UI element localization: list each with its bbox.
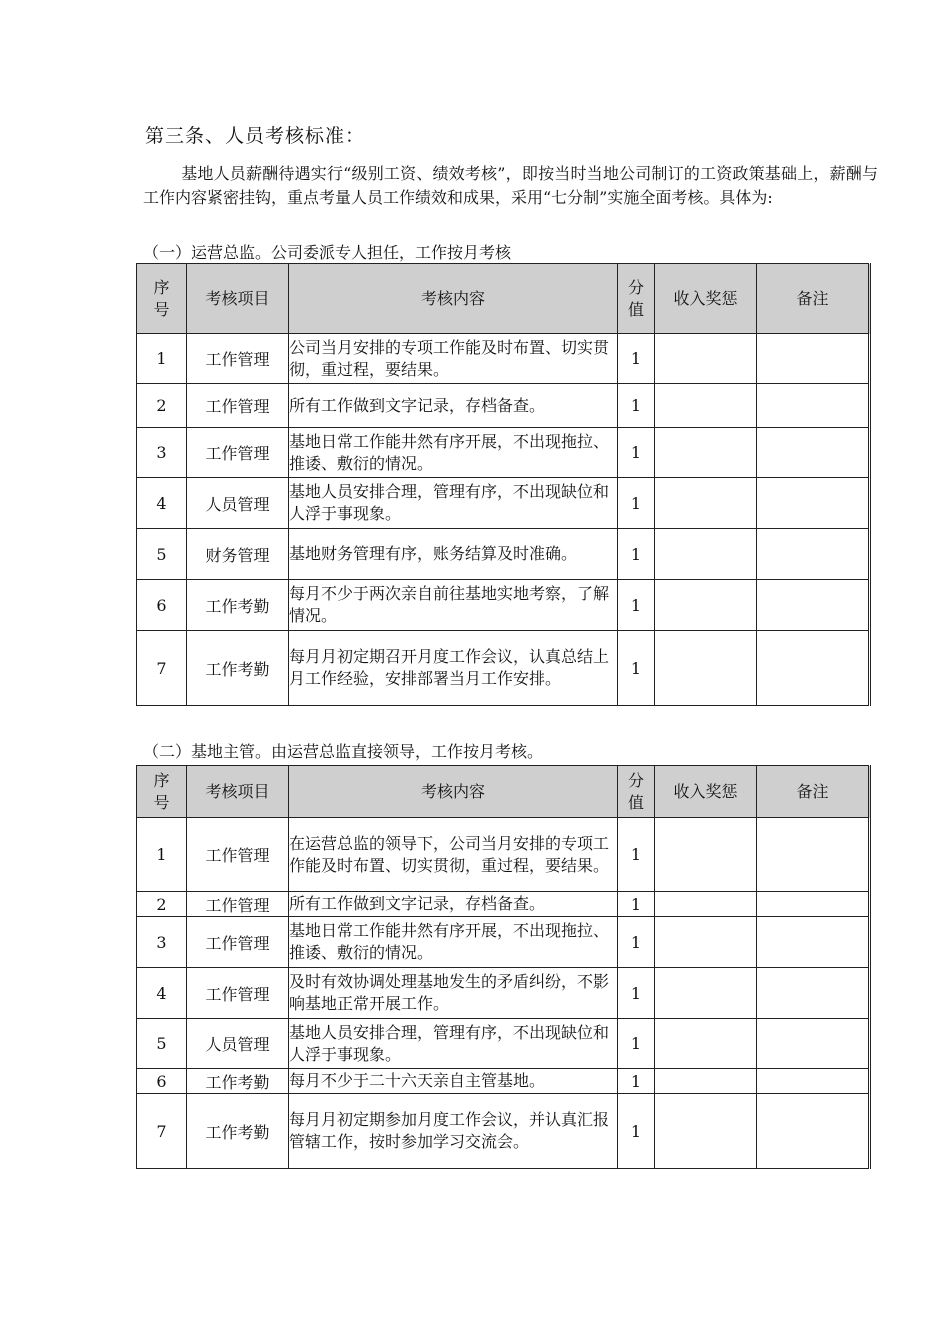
row-content: 在运营总监的领导下，公司当月安排的专项工作能及时布置、切实贯彻，重过程，要结果。: [289, 818, 618, 892]
table-row: [137, 892, 870, 917]
col-content-header: 考核内容: [289, 264, 618, 334]
table-row: [137, 1069, 870, 1094]
row-reward-cell: [655, 892, 757, 917]
table-row: [137, 334, 870, 384]
row-score: 1: [618, 580, 655, 631]
row-reward-cell: [655, 818, 757, 892]
article-heading: 第三条、人员考核标准：: [145, 125, 366, 147]
row-item: 工作管理: [187, 892, 289, 917]
row-reward-cell: [655, 428, 757, 478]
row-content: 每月月初定期参加月度工作会议，并认真汇报管辖工作，按时参加学习交流会。: [289, 1094, 618, 1169]
row-number: 4: [137, 968, 187, 1019]
row-note-cell: [757, 1019, 870, 1069]
row-content: 每月不少于两次亲自前往基地实地考察，了解情况。: [289, 580, 618, 631]
row-item: 工作管理: [187, 384, 289, 428]
row-note-cell: [757, 334, 870, 384]
table-row: [137, 917, 870, 968]
section2-table: [136, 765, 871, 1169]
row-note-cell: [757, 580, 870, 631]
row-item: 工作管理: [187, 428, 289, 478]
row-item: 财务管理: [187, 529, 289, 580]
row-score: 1: [618, 529, 655, 580]
row-item: 工作管理: [187, 968, 289, 1019]
col-note-header: 备注: [757, 264, 870, 334]
row-score: 1: [618, 892, 655, 917]
table-row: [137, 384, 870, 428]
row-note-cell: [757, 631, 870, 706]
table-header-row: [137, 264, 870, 334]
row-note-cell: [757, 968, 870, 1019]
row-item: 工作管理: [187, 334, 289, 384]
col-reward-header: 收入奖惩: [655, 766, 757, 818]
col-item-header: 考核项目: [187, 264, 289, 334]
row-score: 1: [618, 384, 655, 428]
row-note-cell: [757, 892, 870, 917]
row-score: 1: [618, 334, 655, 384]
col-score-header: 分值: [618, 766, 655, 818]
intro-paragraph: [143, 162, 878, 210]
row-score: 1: [618, 917, 655, 968]
table-header-row: [137, 766, 870, 818]
row-number: 3: [137, 917, 187, 968]
row-note-cell: [757, 1069, 870, 1094]
col-reward-header: 收入奖惩: [655, 264, 757, 334]
row-score: 1: [618, 1069, 655, 1094]
row-number: 6: [137, 580, 187, 631]
row-reward-cell: [655, 917, 757, 968]
row-content: 基地人员安排合理，管理有序，不出现缺位和人浮于事现象。: [289, 1019, 618, 1069]
row-number: 3: [137, 428, 187, 478]
row-number: 7: [137, 1094, 187, 1169]
row-content: 所有工作做到文字记录，存档备查。: [289, 384, 618, 428]
col-seq-header: 序号: [137, 766, 187, 818]
row-content: 基地日常工作能井然有序开展，不出现拖拉、推诿、敷衍的情况。: [289, 428, 618, 478]
row-reward-cell: [655, 1094, 757, 1169]
row-reward-cell: [655, 968, 757, 1019]
row-item: 人员管理: [187, 478, 289, 529]
table-row: [137, 818, 870, 892]
row-content: 基地财务管理有序，账务结算及时准确。: [289, 529, 618, 580]
col-note-header: 备注: [757, 766, 870, 818]
row-reward-cell: [655, 334, 757, 384]
row-score: 1: [618, 631, 655, 706]
row-number: 7: [137, 631, 187, 706]
row-reward-cell: [655, 384, 757, 428]
row-item: 工作考勤: [187, 1094, 289, 1169]
row-note-cell: [757, 478, 870, 529]
intro-text: 基地人员薪酬待遇实行“级别工资、绩效考核”，即按当时当地公司制订的工资政策基础上，薪酬与工作内容紧密挂钩，重点考量人员工作绩效和成果，采用“七分制”实施全面考核。具体为:: [143, 164, 878, 207]
col-item-header: 考核项目: [187, 766, 289, 818]
row-note-cell: [757, 384, 870, 428]
table-row: [137, 968, 870, 1019]
row-content: 每月月初定期召开月度工作会议，认真总结上月工作经验，安排部署当月工作安排。: [289, 631, 618, 706]
col-content-header: 考核内容: [289, 766, 618, 818]
row-content: 及时有效协调处理基地发生的矛盾纠纷，不影响基地正常开展工作。: [289, 968, 618, 1019]
section1-table: [136, 263, 871, 706]
table-row: [137, 428, 870, 478]
row-reward-cell: [655, 1069, 757, 1094]
row-number: 5: [137, 1019, 187, 1069]
row-score: 1: [618, 818, 655, 892]
row-content: 公司当月安排的专项工作能及时布置、切实贯彻，重过程，要结果。: [289, 334, 618, 384]
row-content: 所有工作做到文字记录，存档备查。: [289, 892, 618, 917]
row-number: 1: [137, 334, 187, 384]
row-number: 6: [137, 1069, 187, 1094]
table-row: [137, 1019, 870, 1069]
table-row: [137, 1094, 870, 1169]
row-score: 1: [618, 1019, 655, 1069]
row-note-cell: [757, 529, 870, 580]
row-reward-cell: [655, 1019, 757, 1069]
section1-title: （一）运营总监。公司委派专人担任，工作按月考核: [143, 243, 512, 262]
row-content: 每月不少于二十六天亲自主管基地。: [289, 1069, 618, 1094]
col-seq-header: 序号: [137, 264, 187, 334]
row-note-cell: [757, 917, 870, 968]
table-row: [137, 529, 870, 580]
row-reward-cell: [655, 529, 757, 580]
section2-title: （二）基地主管。由运营总监直接领导，工作按月考核。: [143, 742, 544, 761]
table-row: [137, 631, 870, 706]
table-row: [137, 580, 870, 631]
table-row: [137, 478, 870, 529]
row-item: 工作考勤: [187, 631, 289, 706]
row-content: 基地日常工作能井然有序开展，不出现拖拉、推诿、敷衍的情况。: [289, 917, 618, 968]
row-content: 基地人员安排合理，管理有序，不出现缺位和人浮于事现象。: [289, 478, 618, 529]
row-item: 工作考勤: [187, 580, 289, 631]
row-note-cell: [757, 818, 870, 892]
row-reward-cell: [655, 580, 757, 631]
row-number: 2: [137, 384, 187, 428]
row-item: 工作考勤: [187, 1069, 289, 1094]
row-note-cell: [757, 1094, 870, 1169]
row-reward-cell: [655, 478, 757, 529]
row-number: 2: [137, 892, 187, 917]
row-number: 1: [137, 818, 187, 892]
row-note-cell: [757, 428, 870, 478]
col-score-header: 分值: [618, 264, 655, 334]
row-item: 人员管理: [187, 1019, 289, 1069]
row-item: 工作管理: [187, 917, 289, 968]
row-score: 1: [618, 968, 655, 1019]
row-score: 1: [618, 478, 655, 529]
row-score: 1: [618, 428, 655, 478]
row-reward-cell: [655, 631, 757, 706]
row-number: 4: [137, 478, 187, 529]
row-item: 工作管理: [187, 818, 289, 892]
row-number: 5: [137, 529, 187, 580]
row-score: 1: [618, 1094, 655, 1169]
